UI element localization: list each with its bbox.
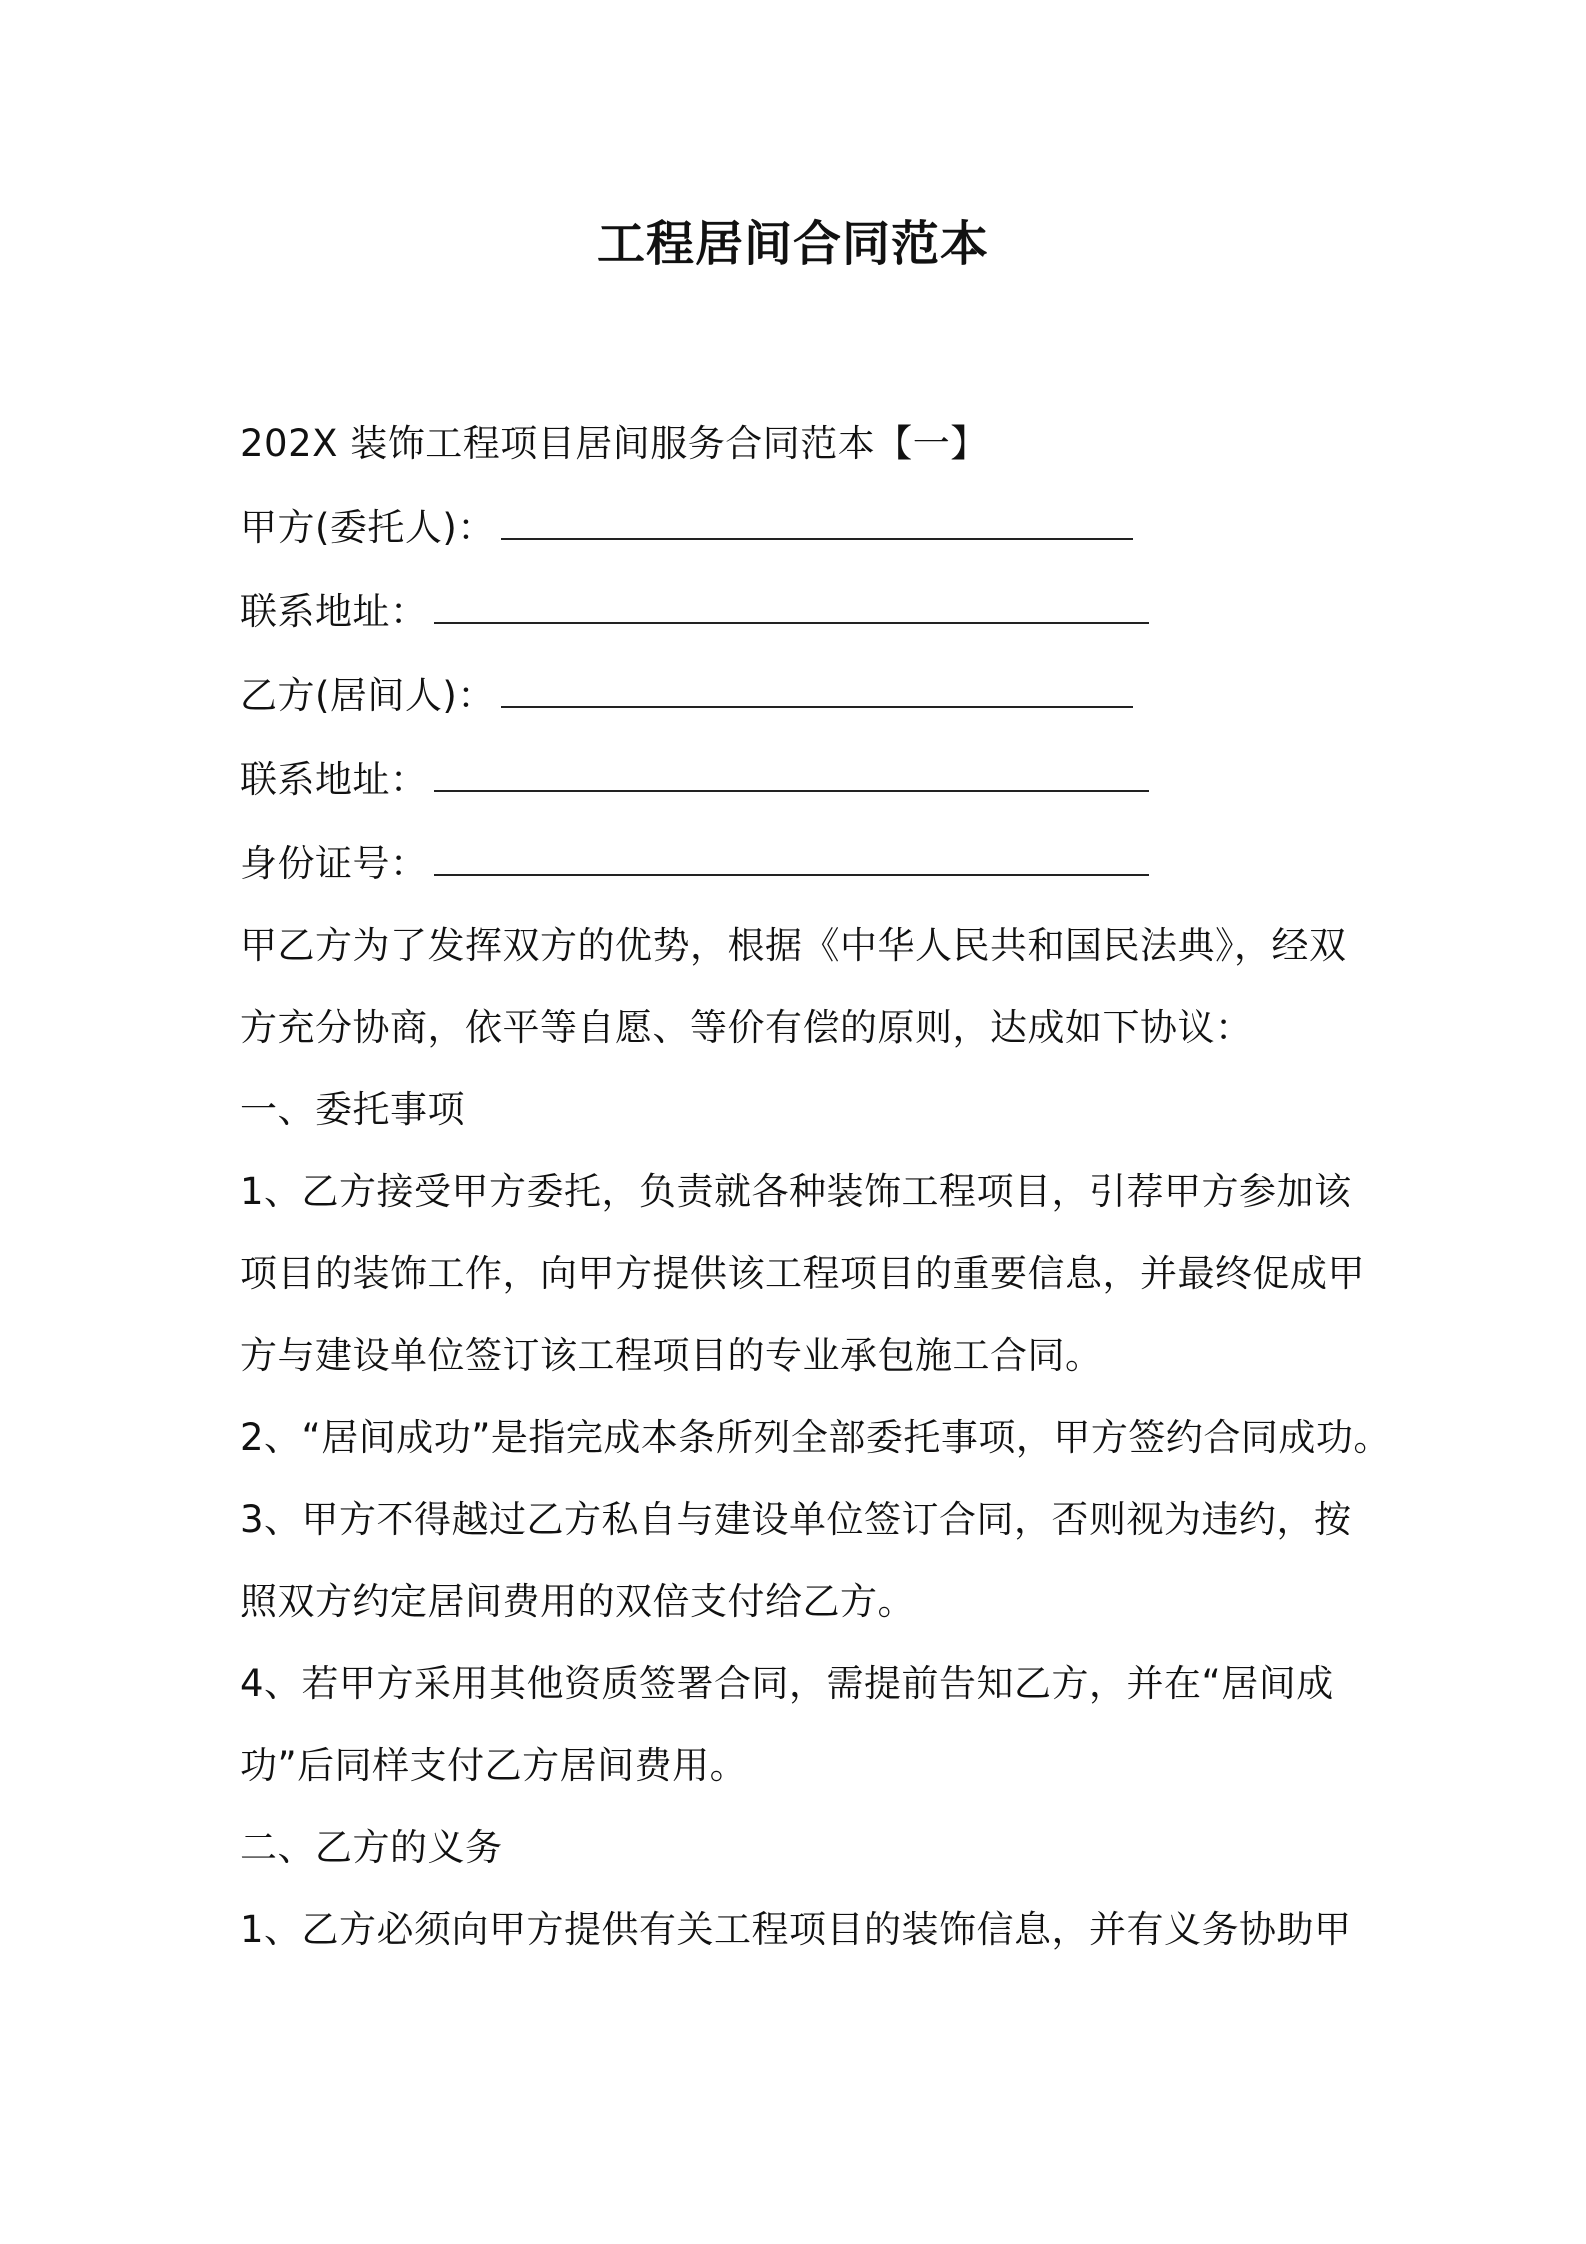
body-line: 功”后同样支付乙方居间费用。: [240, 1744, 748, 1787]
section-heading: 一、委托事项: [240, 1088, 465, 1131]
blank-line-id-number[interactable]: [434, 840, 1149, 876]
blank-line-address-a[interactable]: [434, 588, 1149, 624]
body-line: 方与建设单位签订该工程项目的专业承包施工合同。: [240, 1334, 1103, 1377]
body-line: 4、若甲方采用其他资质签署合同，需提前告知乙方，并在“居间成: [240, 1662, 1334, 1705]
body-line: 项目的装饰工作，向甲方提供该工程项目的重要信息，并最终促成甲: [240, 1252, 1365, 1295]
body-line: 1、乙方必须向甲方提供有关工程项目的装饰信息，并有义务协助甲: [240, 1908, 1352, 1951]
field-party-b: [240, 670, 1133, 722]
body-line: 3、甲方不得越过乙方私自与建设单位签订合同，否则视为违约，按: [240, 1498, 1352, 1541]
section-heading: 二、乙方的义务: [240, 1826, 503, 1869]
blank-line-address-b[interactable]: [434, 756, 1149, 792]
field-label-address-b: 联系地址：: [240, 758, 428, 801]
field-party-a: [240, 502, 1133, 554]
body-line: 照双方约定居间费用的双倍支付给乙方。: [240, 1580, 915, 1623]
field-label-address-a: 联系地址：: [240, 590, 428, 633]
field-address-b: [240, 754, 1149, 806]
blank-line-party-b[interactable]: [501, 672, 1133, 708]
body-line: 1、乙方接受甲方委托，负责就各种装饰工程项目，引荐甲方参加该: [240, 1170, 1352, 1213]
document-subtitle: 202X 装饰工程项目居间服务合同范本【一】: [240, 422, 988, 465]
field-label-party-b: 乙方(居间人)：: [240, 674, 495, 717]
body-line: 2、“居间成功”是指完成本条所列全部委托事项，甲方签约合同成功。: [240, 1416, 1391, 1459]
document-title: 工程居间合同范本: [596, 216, 989, 272]
body-line: 方充分协商，依平等自愿、等价有偿的原则，达成如下协议：: [240, 1006, 1253, 1049]
field-label-id-number: 身份证号：: [240, 842, 428, 885]
field-id-number: [240, 838, 1149, 890]
field-address-a: [240, 586, 1149, 638]
field-label-party-a: 甲方(委托人)：: [240, 506, 495, 549]
body-line: 甲乙方为了发挥双方的优势，根据《中华人民共和国民法典》，经双: [240, 924, 1347, 967]
blank-line-party-a[interactable]: [501, 504, 1133, 540]
